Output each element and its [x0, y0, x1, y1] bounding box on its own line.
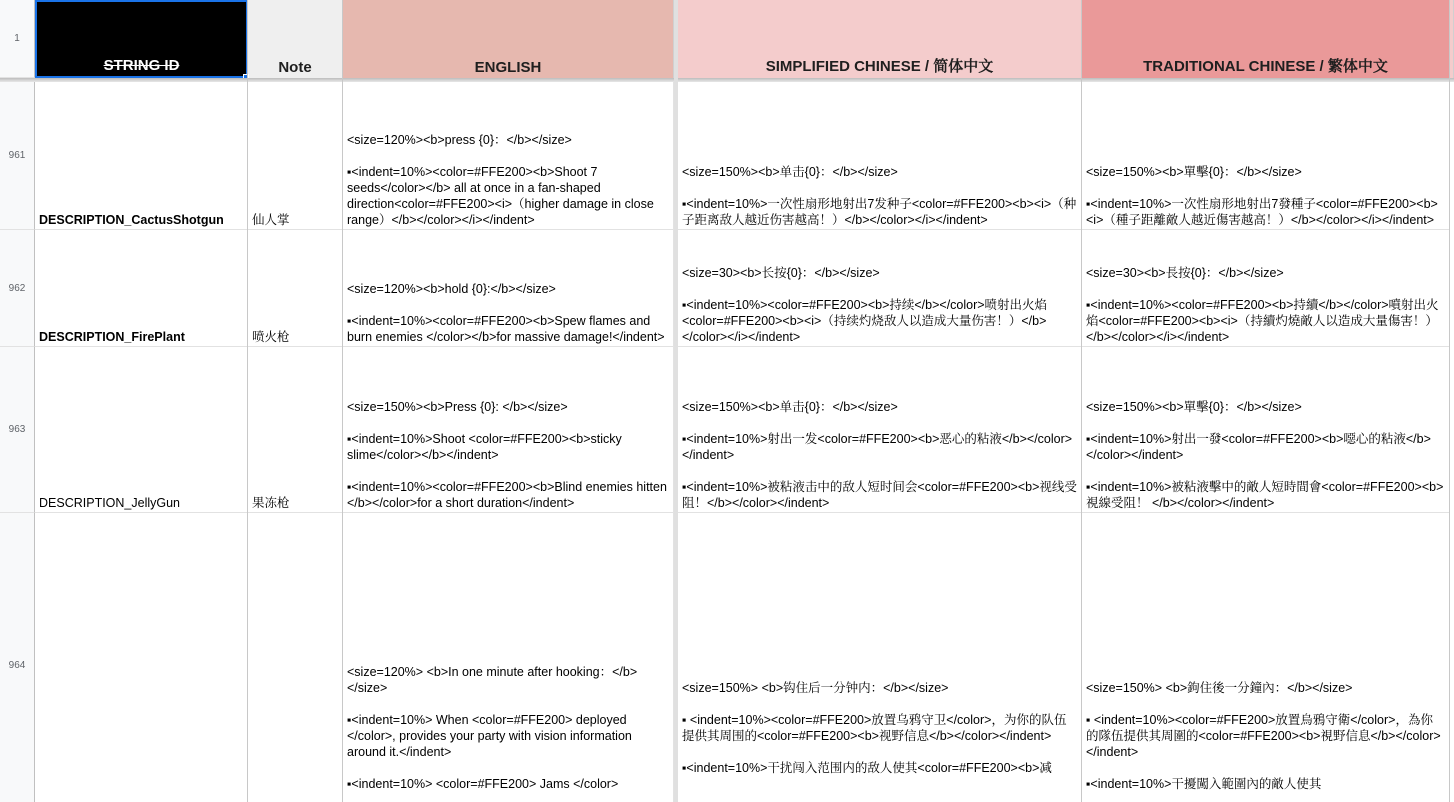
traditional-text: <size=150%><b>單擊{0}：</b></size> ▪<indent=10%>一次性扇形地射出7發種子<color=#FFE200><b><i>（種子距離敵人越近傷害越高！）</b></color></i></indent> [1086, 165, 1438, 227]
cell-traditional[interactable] [1082, 513, 1450, 802]
cell-traditional[interactable] [1082, 347, 1450, 513]
header-string-id[interactable]: STRING ID [35, 0, 248, 78]
english-text: <size=120%> <b>In one minute after hooking：</b></size> ▪<indent=10%> When <color=#FFE200> deployed </color>, provides your party with vision information around it.</indent> ▪<indent=10%> <color=#FFE200> Jams </color> [347, 665, 638, 791]
simplified-text: <size=30><b>长按{0}：</b></size> ▪<indent=10%><color=#FFE200><b>持续</b></color>喷射出火焰<color=#FFE200><b><i>（持续灼烧敌人以造成大量伤害！）</b></color></i></indent> [682, 266, 1048, 344]
frozen-column-divider[interactable] [674, 0, 678, 802]
cell-note[interactable] [248, 82, 343, 230]
cell-english[interactable] [343, 230, 674, 347]
cell-string-id[interactable] [35, 347, 248, 513]
cell-simplified[interactable] [678, 230, 1082, 347]
row-number[interactable]: 961 [0, 82, 35, 230]
simplified-text: <size=150%><b>单击{0}：</b></size> ▪<indent=10%>射出一发<color=#FFE200><b>恶心的粘液</b></color></indent> ▪<indent=10%>被粘液击中的敌人短时间会<color=#FFE200><b>视线受阻！</b></color></indent> [682, 400, 1077, 510]
cell-note[interactable] [248, 513, 343, 802]
note-text: 仙人掌 [252, 213, 290, 227]
cell-simplified[interactable] [678, 82, 1082, 230]
header-note[interactable]: Note [248, 0, 343, 78]
string-id-text: DESCRIPTION_FirePlant [39, 330, 185, 344]
cell-english[interactable] [343, 82, 674, 230]
row-number[interactable]: 963 [0, 347, 35, 513]
cell-note[interactable] [248, 230, 343, 347]
cell-traditional[interactable] [1082, 230, 1450, 347]
string-id-text: DESCRIPTION_CactusShotgun [39, 213, 224, 227]
row-number[interactable]: 964 [0, 513, 35, 802]
cell-note[interactable] [248, 347, 343, 513]
traditional-text: <size=150%><b>單擊{0}：</b></size> ▪<indent=10%>射出一發<color=#FFE200><b>噁心的粘液</b></color></indent> ▪<indent=10%>被粘液擊中的敵人短時間會<color=#FFE200><b>視線受阻！ </b></color></indent> [1086, 400, 1444, 510]
traditional-text: <size=150%> <b>鉤住後一分鐘內：</b></size> ▪ <indent=10%><color=#FFE200>放置烏鴉守衛</color>，為你的隊伍提供其周圍的<color=#FFE200><b>視野信息</b></color></indent> ▪<indent=10%>干擾闖入範圍內的敵人使其 [1086, 681, 1441, 791]
english-text: <size=120%><b>hold {0}:</b></size> ▪<indent=10%><color=#FFE200><b>Spew flames and burn enemies </color></b>for massive damage!</indent> [347, 282, 665, 344]
cell-simplified[interactable] [678, 347, 1082, 513]
header-english[interactable]: ENGLISH [343, 0, 674, 78]
row-number-header[interactable]: 1 [0, 0, 35, 78]
row-number[interactable]: 962 [0, 230, 35, 347]
cell-english[interactable] [343, 347, 674, 513]
string-id-text: DESCRIPTION_JellyGun [39, 496, 181, 510]
cell-string-id[interactable] [35, 513, 248, 802]
english-text: <size=120%><b>press {0}：</b></size> ▪<indent=10%><color=#FFE200><b>Shoot 7 seeds</color></b> all at once in a fan-shaped direction<color=#FFE200><i>（higher damage in close range）</b></color></i></indent> [347, 133, 654, 227]
traditional-text: <size=30><b>長按{0}：</b></size> ▪<indent=10%><color=#FFE200><b>持續</b></color>噴射出火焰<color=#FFE200><b><i>（持續灼燒敵人以造成大量傷害！）</b></color></i></indent> [1086, 266, 1439, 344]
column-border [1081, 0, 1082, 802]
header-next-column[interactable] [1450, 0, 1454, 78]
cell-string-id[interactable] [35, 230, 248, 347]
english-text: <size=150%><b>Press {0}: </b></size> ▪<indent=10%>Shoot <color=#FFE200><b>sticky slime</color></b></indent> ▪<indent=10%><color=#FFE200><b>Blind enemies hitten </b></color>for a short duration</indent> [347, 400, 667, 510]
cell-simplified[interactable] [678, 513, 1082, 802]
simplified-text: <size=150%> <b>钩住后一分钟内：</b></size> ▪ <indent=10%><color=#FFE200>放置乌鸦守卫</color>，为你的队伍提供其周围的<color=#FFE200><b>视野信息</b></color></indent> ▪<indent=10%>干扰闯入范围内的敌人使其<color=#FFE200><b>减 [682, 681, 1067, 775]
cell-traditional[interactable] [1082, 82, 1450, 230]
simplified-text: <size=150%><b>单击{0}：</b></size> ▪<indent=10%>一次性扇形地射出7发种子<color=#FFE200><b><i>（种子距离敌人越近伤害越高！）</b></color></i></indent> [682, 165, 1077, 227]
header-simplified-chinese[interactable]: SIMPLIFIED CHINESE / 简体中文 [678, 0, 1082, 78]
header-traditional-chinese[interactable]: TRADITIONAL CHINESE / 繁体中文 [1082, 0, 1450, 78]
cell-english[interactable] [343, 513, 674, 802]
column-border [247, 0, 248, 802]
column-border [1449, 0, 1450, 802]
note-text: 喷火枪 [252, 330, 290, 344]
cell-string-id[interactable] [35, 82, 248, 230]
column-border [342, 0, 343, 802]
note-text: 果冻枪 [252, 496, 290, 510]
